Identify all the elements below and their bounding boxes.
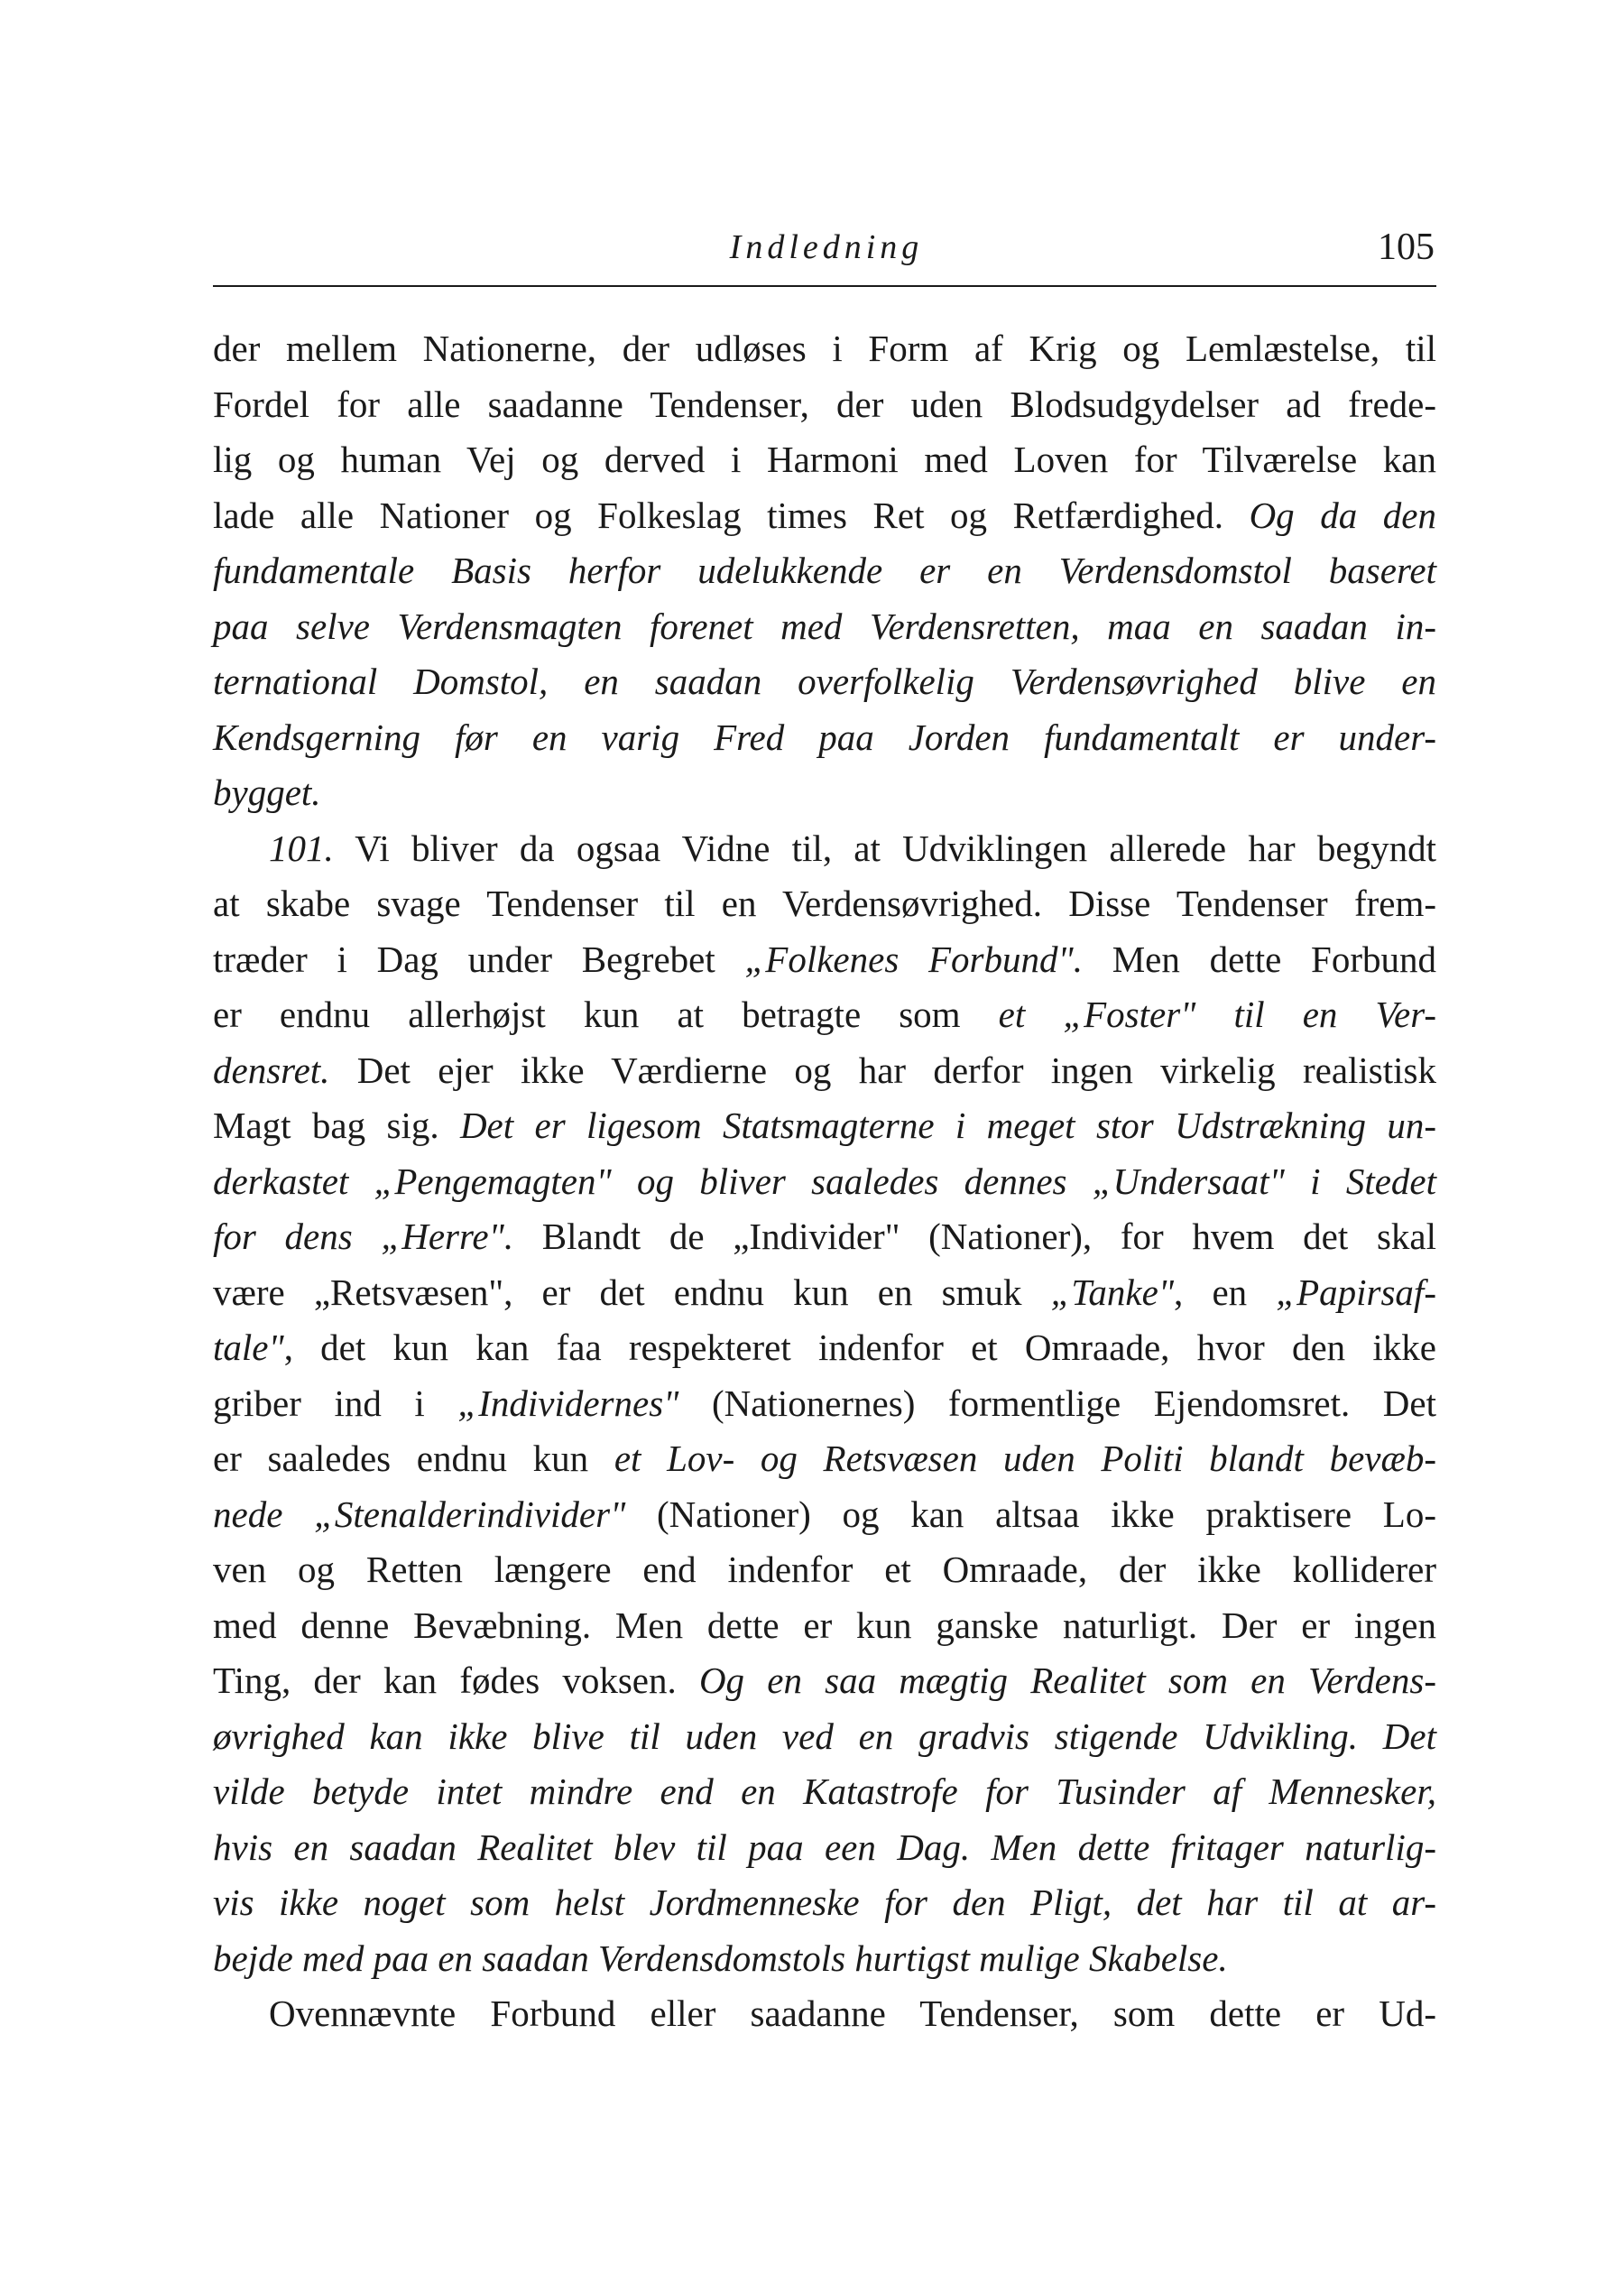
- text-line: [213, 1875, 1436, 1931]
- roman-text: Fordel for alle saadanne Tendenser, der uden Blodsudgydelser ad frede-: [213, 383, 1436, 425]
- italic-text: Og da den: [1249, 494, 1437, 536]
- text-line: [213, 543, 1436, 599]
- text-line: [213, 1598, 1436, 1654]
- italic-text: densret.: [213, 1049, 330, 1091]
- text-line: [213, 1487, 1436, 1543]
- text-line: [213, 710, 1436, 766]
- text-line: [213, 821, 1436, 877]
- italic-text: fundamentale Basis herfor udelukkende er en Verdensdomstol baseret: [213, 550, 1436, 591]
- italic-text: „Individernes": [457, 1382, 679, 1424]
- roman-text: lig og human Vej og derved i Harmoni med Loven for Tilværelse kan: [213, 439, 1436, 480]
- roman-text: Ovennævnte Forbund eller saadanne Tendenser, som dette er Ud-: [269, 1993, 1436, 2034]
- text-line: [213, 1986, 1436, 2042]
- roman-text: Magt bag sig.: [213, 1105, 460, 1146]
- text-line: [213, 987, 1436, 1043]
- running-title: Indledning: [729, 228, 924, 266]
- italic-text: derkastet „Pengemagten" og bliver saaledes dennes „Undersaat" i Stedet: [213, 1160, 1436, 1202]
- roman-text: Men dette Forbund: [1082, 938, 1436, 980]
- italic-text: et „Foster" til en Ver-: [998, 994, 1436, 1035]
- roman-text: at skabe svage Tendenser til en Verdensøvrighed. Disse Tendenser frem-: [213, 883, 1436, 924]
- italic-text: tale": [213, 1327, 284, 1368]
- body-text: [213, 321, 1436, 2042]
- italic-text: Og en saa mægtig Realitet som en Verdens-: [698, 1660, 1436, 1701]
- roman-text: med denne Bevæbning. Men dette er kun ganske naturligt. Der er ingen: [213, 1604, 1436, 1646]
- text-line: [213, 876, 1436, 932]
- italic-text: Det er ligesom Statsmagterne i meget stor Udstrækning un-: [459, 1105, 1436, 1146]
- text-line: [213, 1764, 1436, 1820]
- text-line: [213, 1542, 1436, 1598]
- roman-text: Ting, der kan fødes voksen.: [213, 1660, 699, 1701]
- text-line: [213, 1376, 1436, 1432]
- roman-text: Vi bliver da ogsaa Vidne til, at Udviklingen allerede har begyndt: [333, 827, 1436, 869]
- text-line: [213, 1709, 1436, 1765]
- text-line: [213, 1431, 1436, 1487]
- roman-text: griber ind i: [213, 1382, 458, 1424]
- roman-text: lade alle Nationer og Folkeslag times Ret og Retfærdighed.: [213, 494, 1250, 536]
- text-line: [213, 1154, 1436, 1210]
- text-line: [213, 1209, 1436, 1265]
- italic-text: 101.: [269, 827, 334, 869]
- italic-text: et Lov- og Retsvæsen uden Politi blandt bevæb-: [614, 1438, 1436, 1479]
- italic-text: for dens „Herre".: [213, 1216, 514, 1257]
- header-rule: [213, 285, 1436, 287]
- text-line: [213, 1265, 1436, 1321]
- roman-text: (Nationer) og kan altsaa ikke praktisere Lo-: [625, 1493, 1437, 1535]
- italic-text: øvrighed kan ikke blive til uden ved en gradvis stigende Udvikling. Det: [213, 1715, 1436, 1757]
- text-line: [213, 377, 1436, 433]
- roman-text: Det ejer ikke Værdierne og har derfor ingen virkelig realistisk: [329, 1049, 1436, 1091]
- text-line: [213, 765, 1436, 821]
- text-line: [213, 1098, 1436, 1154]
- roman-text: er saaledes endnu kun: [213, 1438, 614, 1479]
- text-line: [213, 599, 1436, 655]
- italic-text: paa selve Verdensmagten forenet med Verdensretten, maa en saadan in-: [213, 605, 1436, 647]
- roman-text: er endnu allerhøjst kun at betragte som: [213, 994, 999, 1035]
- text-line: [213, 1043, 1436, 1099]
- text-line: [213, 488, 1436, 544]
- italic-text: vis ikke noget som helst Jordmenneske for den Pligt, det har til at ar-: [213, 1882, 1436, 1923]
- text-line: [213, 1320, 1436, 1376]
- italic-text: ternational Domstol, en saadan overfolkelig Verdensøvrighed blive en: [213, 661, 1436, 702]
- text-line: [213, 432, 1436, 488]
- roman-text: der mellem Nationerne, der udløses i Form af Krig og Lemlæstelse, til: [213, 328, 1436, 369]
- roman-text: træder i Dag under Begrebet: [213, 938, 745, 980]
- italic-text: vilde betyde intet mindre end en Katastrofe for Tusinder af Mennesker,: [213, 1771, 1436, 1812]
- page-number: 105: [1378, 227, 1435, 268]
- italic-text: Kendsgerning før en varig Fred paa Jorden fundamentalt er under-: [213, 716, 1436, 758]
- italic-text: „Tanke": [1050, 1271, 1175, 1313]
- text-line: [213, 1653, 1436, 1709]
- italic-text: hvis en saadan Realitet blev til paa een Dag. Men dette fritager naturlig-: [213, 1826, 1436, 1868]
- roman-text: , det kun kan faa respekteret indenfor et Omraade, hvor den ikke: [283, 1327, 1436, 1368]
- roman-text: ven og Retten længere end indenfor et Omraade, der ikke kolliderer: [213, 1549, 1436, 1590]
- roman-text: være „Retsvæsen", er det endnu kun en smuk: [213, 1271, 1051, 1313]
- italic-text: bejde med paa en saadan Verdensdomstols hurtigst mulige Skabelse.: [213, 1937, 1228, 1979]
- italic-text: nede „Stenalderindivider": [213, 1493, 626, 1535]
- italic-text: bygget.: [213, 772, 321, 813]
- text-line: [213, 1820, 1436, 1876]
- roman-text: , en: [1174, 1271, 1277, 1313]
- text-line: [213, 321, 1436, 377]
- italic-text: „Papirsaf-: [1276, 1271, 1436, 1313]
- italic-text: „Folkenes Forbund".: [744, 938, 1083, 980]
- roman-text: Blandt de „Individer" (Nationer), for hvem det skal: [513, 1216, 1436, 1257]
- text-line: [213, 932, 1436, 988]
- text-line: [213, 654, 1436, 710]
- running-head: [213, 224, 1436, 278]
- roman-text: (Nationernes) formentlige Ejendomsret. Det: [678, 1382, 1436, 1424]
- text-line: [213, 1931, 1436, 1987]
